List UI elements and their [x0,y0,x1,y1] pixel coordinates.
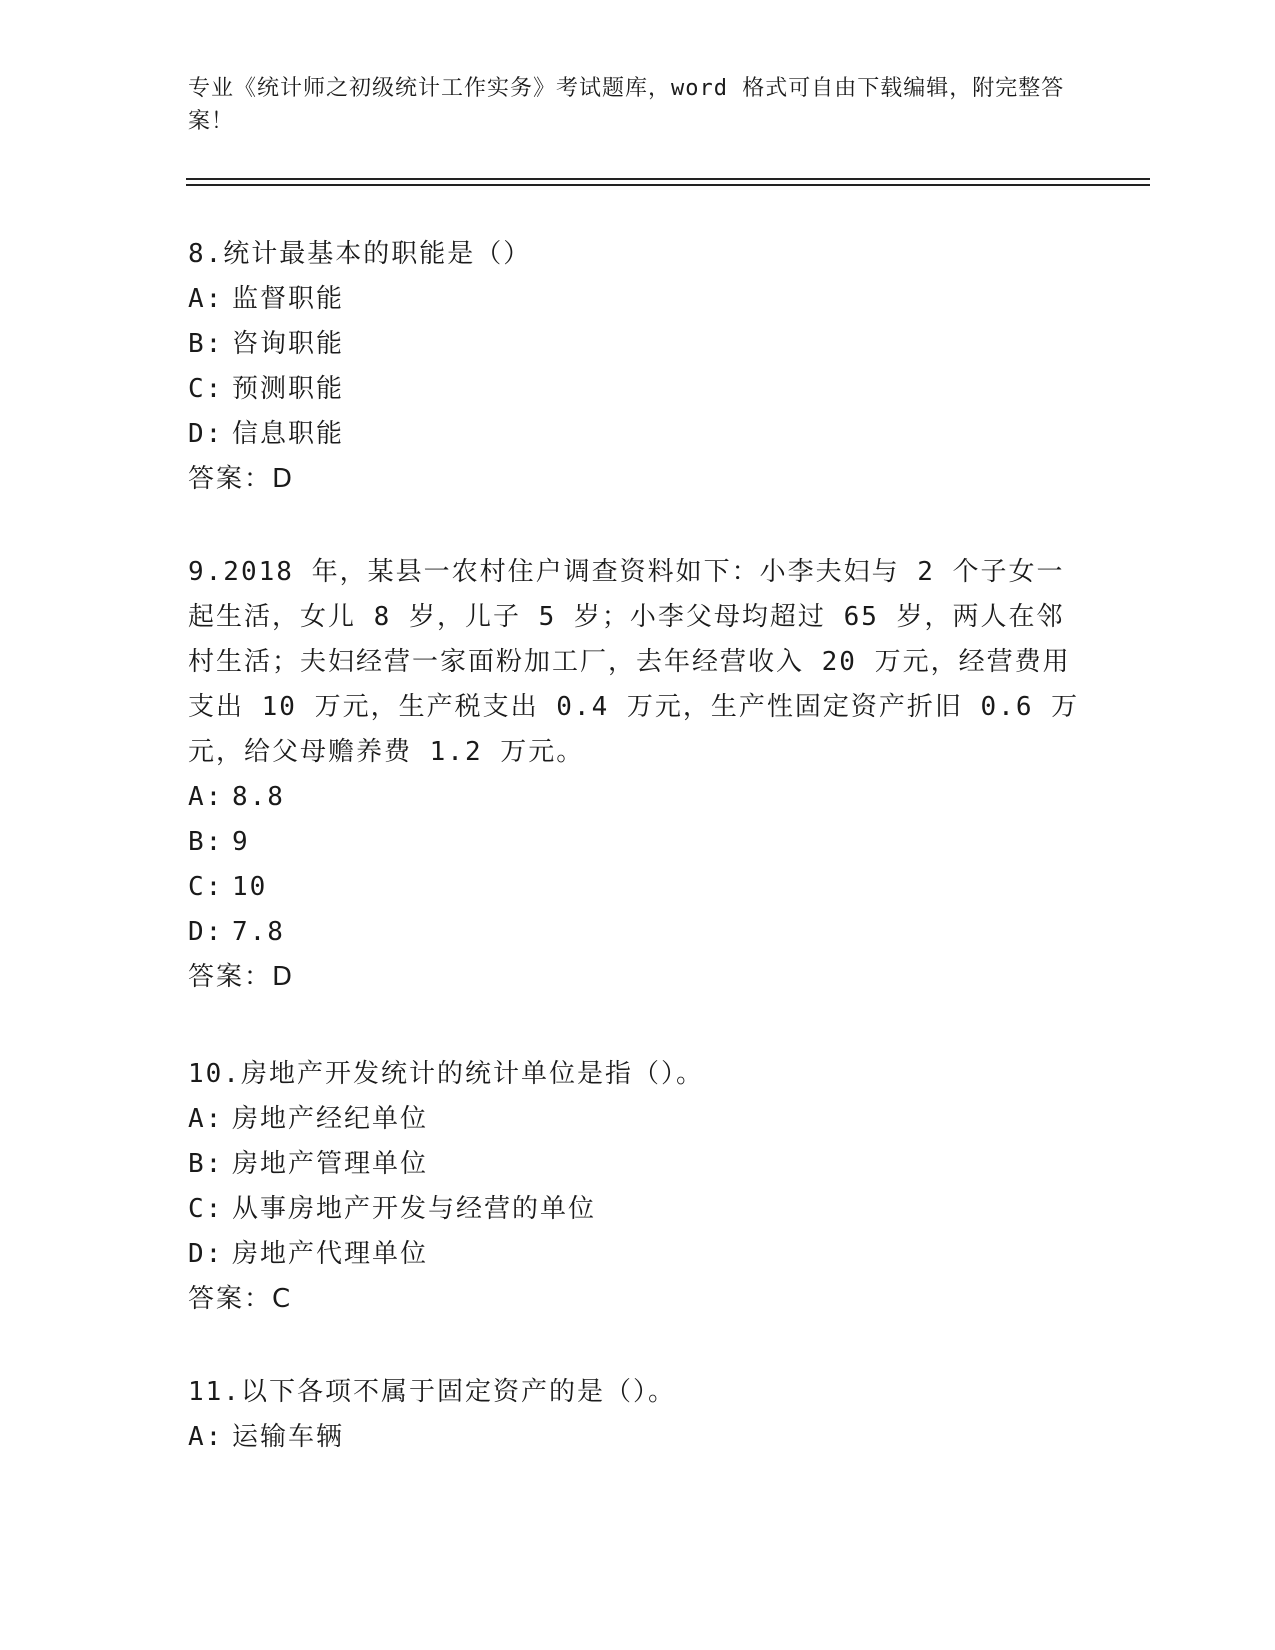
answer-text: 答案：D [188,962,295,992]
option-d: D: 房地产代理单位 [188,1239,429,1269]
question-11 [188,1370,1088,1460]
answer-text: 答案：D [188,464,295,494]
question-10 [188,1052,1088,1322]
option-c: C: 预测职能 [188,374,345,404]
option-b: B: 咨询职能 [188,329,345,359]
option-a: A: 房地产经纪单位 [188,1104,429,1134]
answer-text: 答案：C [188,1284,293,1314]
option-b: B: 房地产管理单位 [188,1149,429,1179]
option-c: C: 从事房地产开发与经营的单位 [188,1194,597,1224]
header-divider-bottom [186,184,1150,186]
question-text: 11.以下各项不属于固定资产的是（）。 [188,1377,676,1407]
option-d: D: 7.8 [188,917,285,947]
option-a: A: 监督职能 [188,284,345,314]
option-d: D: 信息职能 [188,419,345,449]
question-text: 8.统计最基本的职能是（） [188,239,532,269]
option-a: A: 运输车辆 [188,1422,345,1452]
option-c: C: 10 [188,872,268,902]
question-9 [188,550,1088,1000]
option-b: B: 9 [188,827,250,857]
document-header-text: 专业《统计师之初级统计工作实务》考试题库，word 格式可自由下载编辑，附完整答案！ [188,76,1065,134]
header-divider-top [186,178,1150,180]
question-text: 9.2018 年，某县一农村住户调查资料如下：小李夫妇与 2 个子女一起生活，女儿 8 岁，儿子 5 岁；小李父母均超过 65 岁，两人在邻村生活；夫妇经营一家面粉加工厂，去年经营收入 20 万元，经营费用支出 10 万元，生产税支出 0.4 万元，生产性固定资产折旧 0.6 万元，给父母赡养费 1.2 万元。 [188,557,1080,767]
question-text: 10.房地产开发统计的统计单位是指（）。 [188,1059,704,1089]
question-8 [188,232,1088,502]
option-a: A: 8.8 [188,782,285,812]
